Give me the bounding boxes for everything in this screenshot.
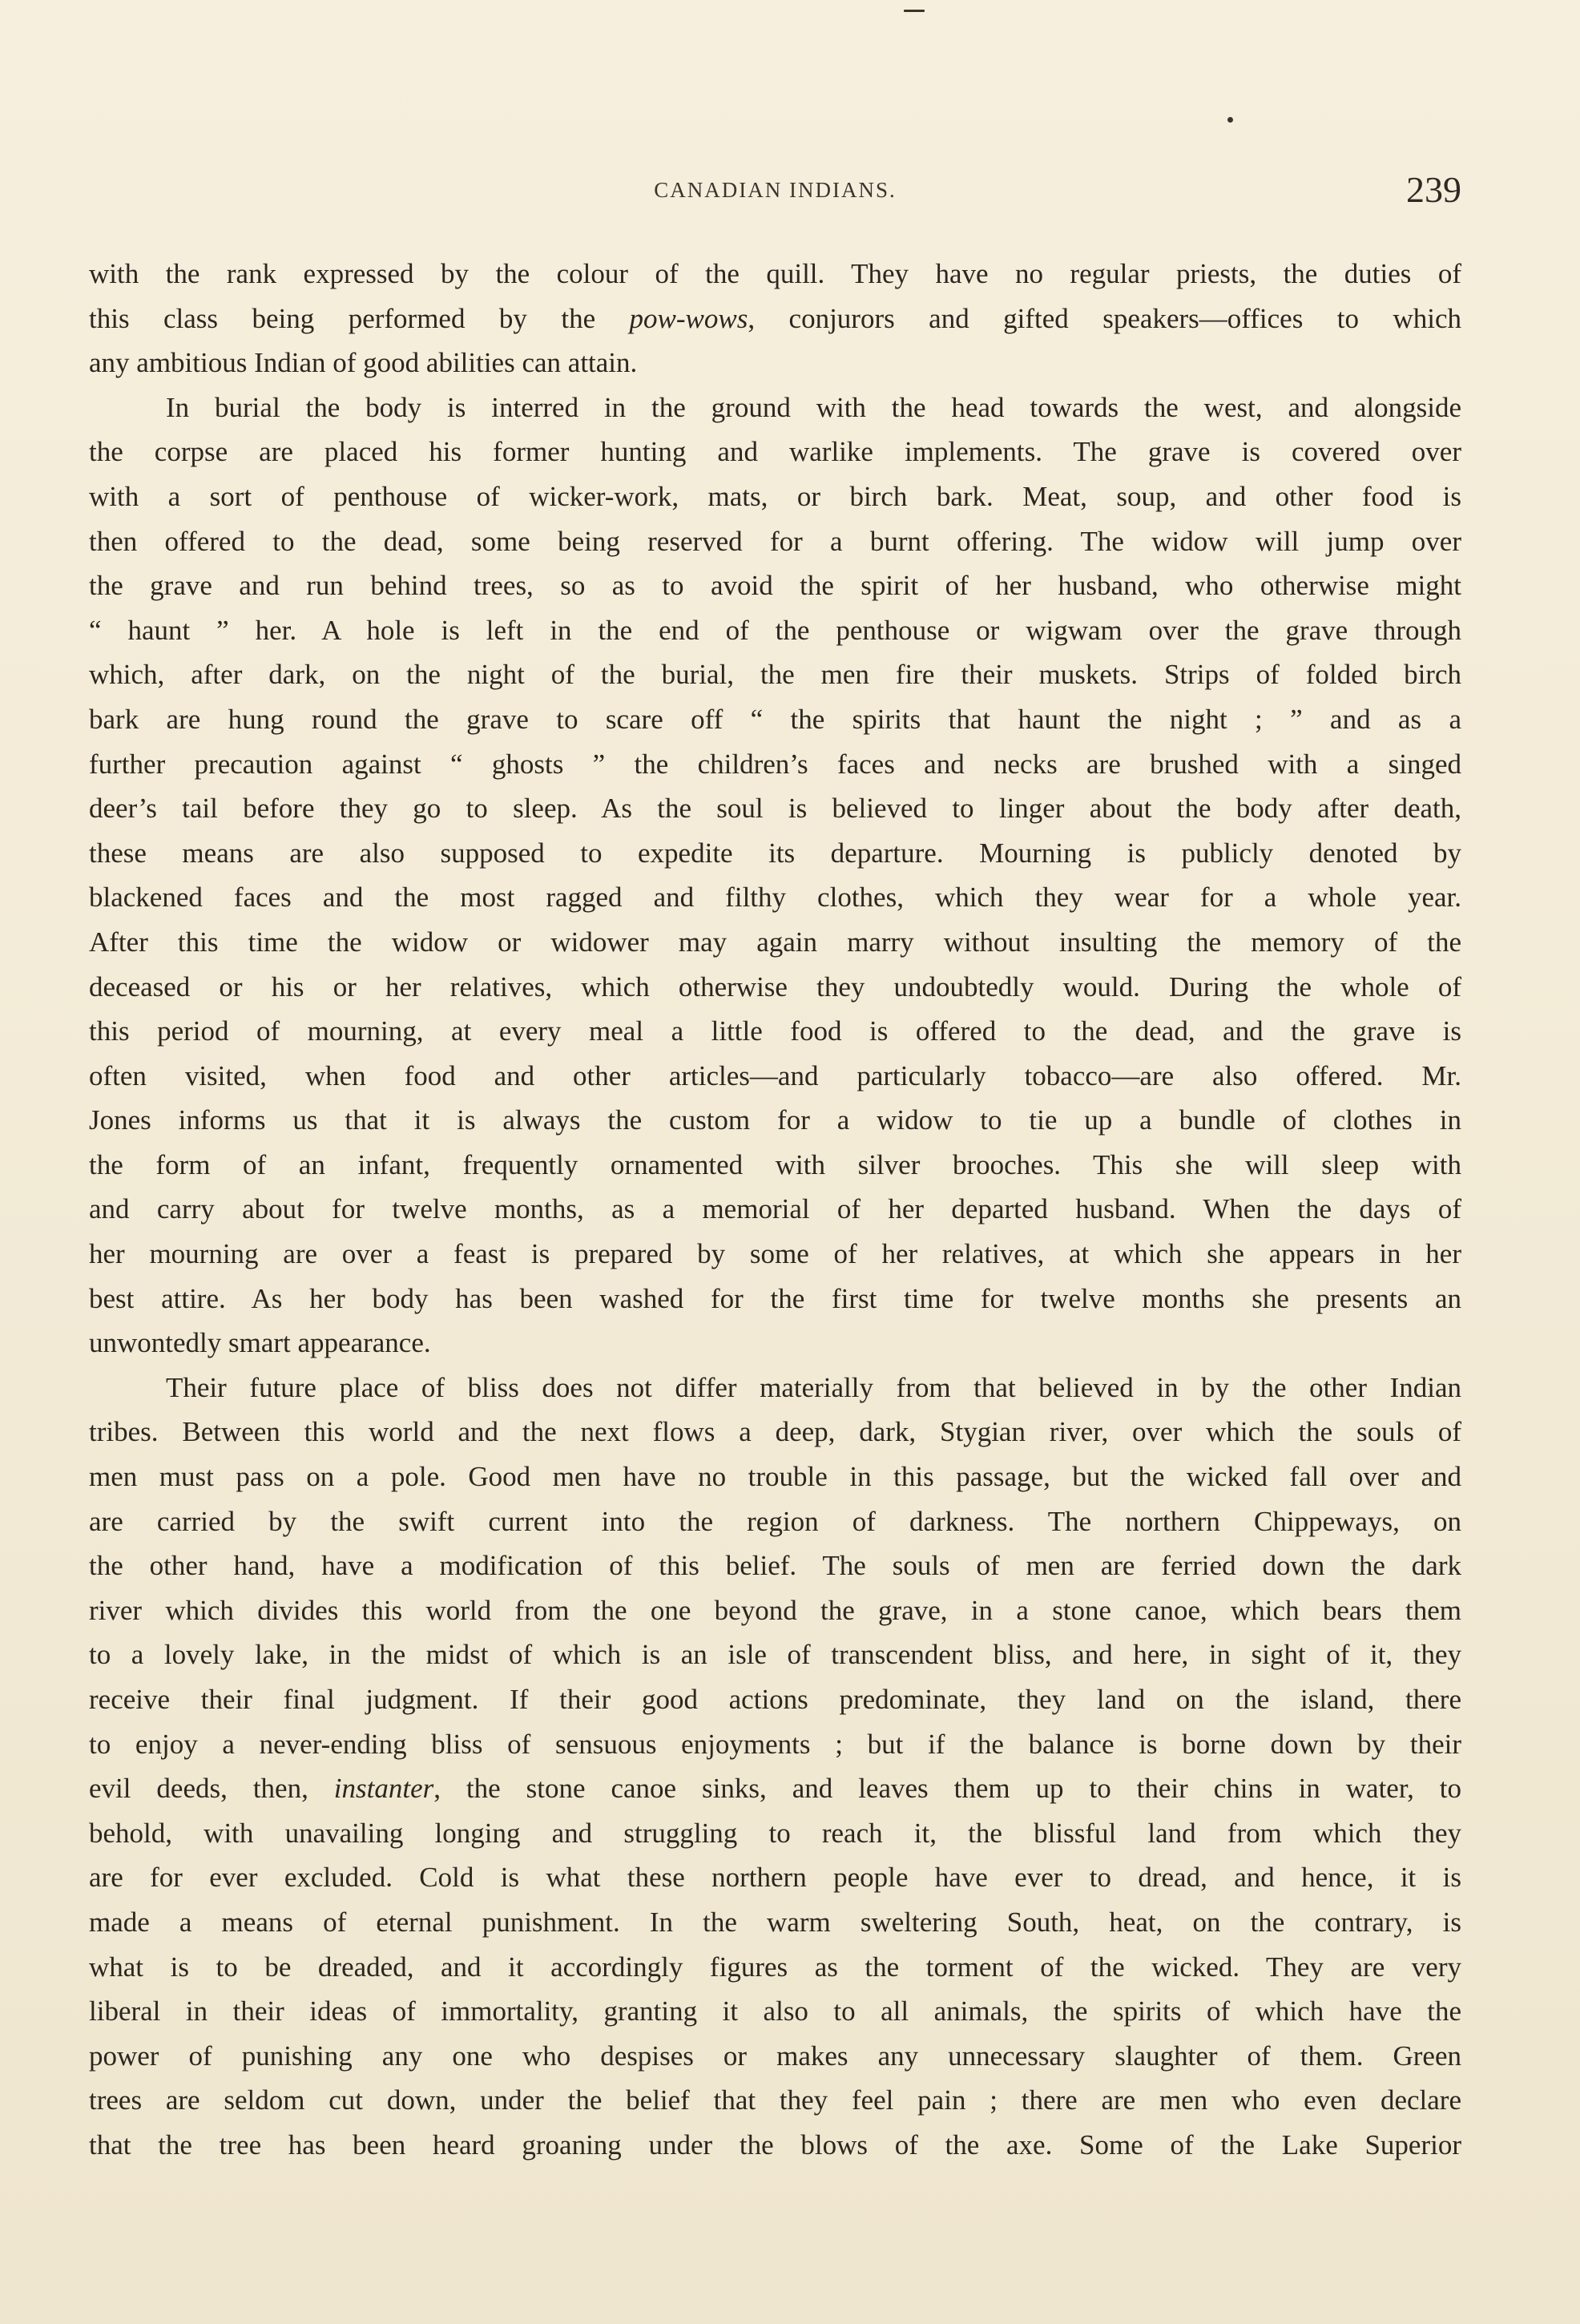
text-line: unwontedly smart appearance. <box>89 1327 431 1359</box>
text-line: Their future place of bliss does not differ materially from that believed in by the other Indian <box>166 1371 1461 1403</box>
text-line: the form of an infant, frequently ornamented with silver brooches. This she will sleep with <box>89 1148 1461 1180</box>
text-line: tribes. Between this world and the next flows a deep, dark, Stygian river, over which the souls of <box>89 1416 1461 1448</box>
text-line: to enjoy a never-ending bliss of sensuous enjoyments ; but if the balance is borne down by their <box>89 1728 1461 1760</box>
text-line: trees are seldom cut down, under the belief that they feel pain ; there are men who even declare <box>89 2084 1461 2116</box>
text-line: behold, with unavailing longing and struggling to reach it, the blissful land from which they <box>89 1817 1461 1849</box>
text-line: bark are hung round the grave to scare off “ the spirits that haunt the night ; ” and as a <box>89 703 1461 735</box>
text-line: what is to be dreaded, and it accordingly figures as the torment of the wicked. They are very <box>89 1951 1461 1983</box>
text-line: best attire. As her body has been washed for the first time for twelve months she presents an <box>89 1282 1461 1314</box>
ink-speck <box>1227 117 1233 123</box>
text-line: further precaution against “ ghosts ” the children’s faces and necks are brushed with a singed <box>89 748 1461 780</box>
text-line: her mourning are over a feast is prepared by some of her relatives, at which she appears in her <box>89 1238 1461 1270</box>
text-line: liberal in their ideas of immortality, granting it also to all animals, the spirits of which have the <box>89 1995 1461 2027</box>
running-head: CANADIAN INDIANS. <box>654 178 897 202</box>
text-line: blackened faces and the most ragged and filthy clothes, which they wear for a whole year. <box>89 882 1461 914</box>
text-line: any ambitious Indian of good abilities can attain. <box>89 347 638 379</box>
text-line: “ haunt ” her. A hole is left in the end of the penthouse or wigwam over the grave through <box>89 614 1461 646</box>
text-line: receive their final judgment. If their good actions predominate, they land on the island, there <box>89 1684 1461 1715</box>
text-line: are for ever excluded. Cold is what these northern people have ever to dread, and hence, it is <box>89 1862 1461 1894</box>
text-line: After this time the widow or widower may again marry without insulting the memory of the <box>89 926 1461 958</box>
italic-term: instanter <box>333 1773 434 1805</box>
text-line: and carry about for twelve months, as a memorial of her departed husband. When the days of <box>89 1193 1461 1225</box>
text-line: with the rank expressed by the colour of the quill. They have no regular priests, the duties of <box>89 258 1461 289</box>
page-number: 239 <box>1406 169 1461 210</box>
text-line: are carried by the swift current into the region of darkness. The northern Chippeways, on <box>89 1505 1461 1537</box>
body-text <box>89 252 1461 2168</box>
text-line: power of punishing any one who despises or makes any unnecessary slaughter of them. Green <box>89 2040 1461 2072</box>
text-line: made a means of eternal punishment. In the warm sweltering South, heat, on the contrary, is <box>89 1906 1461 1938</box>
text-line: this class being performed by the pow-wows, conjurors and gifted speakers—offices to which <box>89 302 1461 334</box>
text-line: deer’s tail before they go to sleep. As the soul is believed to linger about the body after death, <box>89 793 1461 825</box>
text-line: the corpse are placed his former hunting and warlike implements. The grave is covered over <box>89 436 1461 468</box>
text-line: with a sort of penthouse of wicker-work, mats, or birch bark. Meat, soup, and other food is <box>89 480 1461 512</box>
text-line: Jones informs us that it is always the custom for a widow to tie up a bundle of clothes in <box>89 1104 1461 1136</box>
text-line: evil deeds, then, instanter, the stone canoe sinks, and leaves them up to their chins in water, to <box>89 1773 1461 1805</box>
ink-speck-top <box>904 10 925 12</box>
text-line: this period of mourning, at every meal a little food is offered to the dead, and the grave is <box>89 1015 1461 1047</box>
text-line: the grave and run behind trees, so as to avoid the spirit of her husband, who otherwise might <box>89 570 1461 602</box>
text-line: river which divides this world from the one beyond the grave, in a stone canoe, which bears them <box>89 1594 1461 1626</box>
italic-term: pow-wows <box>629 302 748 334</box>
page-header <box>89 168 1461 216</box>
text-line: which, after dark, on the night of the burial, the men fire their muskets. Strips of folded birch <box>89 659 1461 691</box>
text-line: to a lovely lake, in the midst of which is an isle of transcendent bliss, and here, in sight of it, they <box>89 1639 1461 1671</box>
text-line: deceased or his or her relatives, which otherwise they undoubtedly would. During the whole of <box>89 970 1461 1003</box>
text-line: the other hand, have a modification of this belief. The souls of men are ferried down the dark <box>89 1550 1461 1582</box>
text-line: these means are also supposed to expedite its departure. Mourning is publicly denoted by <box>89 837 1461 869</box>
text-line: In burial the body is interred in the ground with the head towards the west, and alongside <box>166 391 1461 423</box>
text-line: then offered to the dead, some being reserved for a burnt offering. The widow will jump over <box>89 525 1461 557</box>
text-line: often visited, when food and other articles—and particularly tobacco—are also offered. Mr. <box>89 1059 1461 1091</box>
text-line: that the tree has been heard groaning under the blows of the axe. Some of the Lake Superior <box>89 2128 1461 2161</box>
text-line: men must pass on a pole. Good men have no trouble in this passage, but the wicked fall over and <box>89 1461 1461 1493</box>
